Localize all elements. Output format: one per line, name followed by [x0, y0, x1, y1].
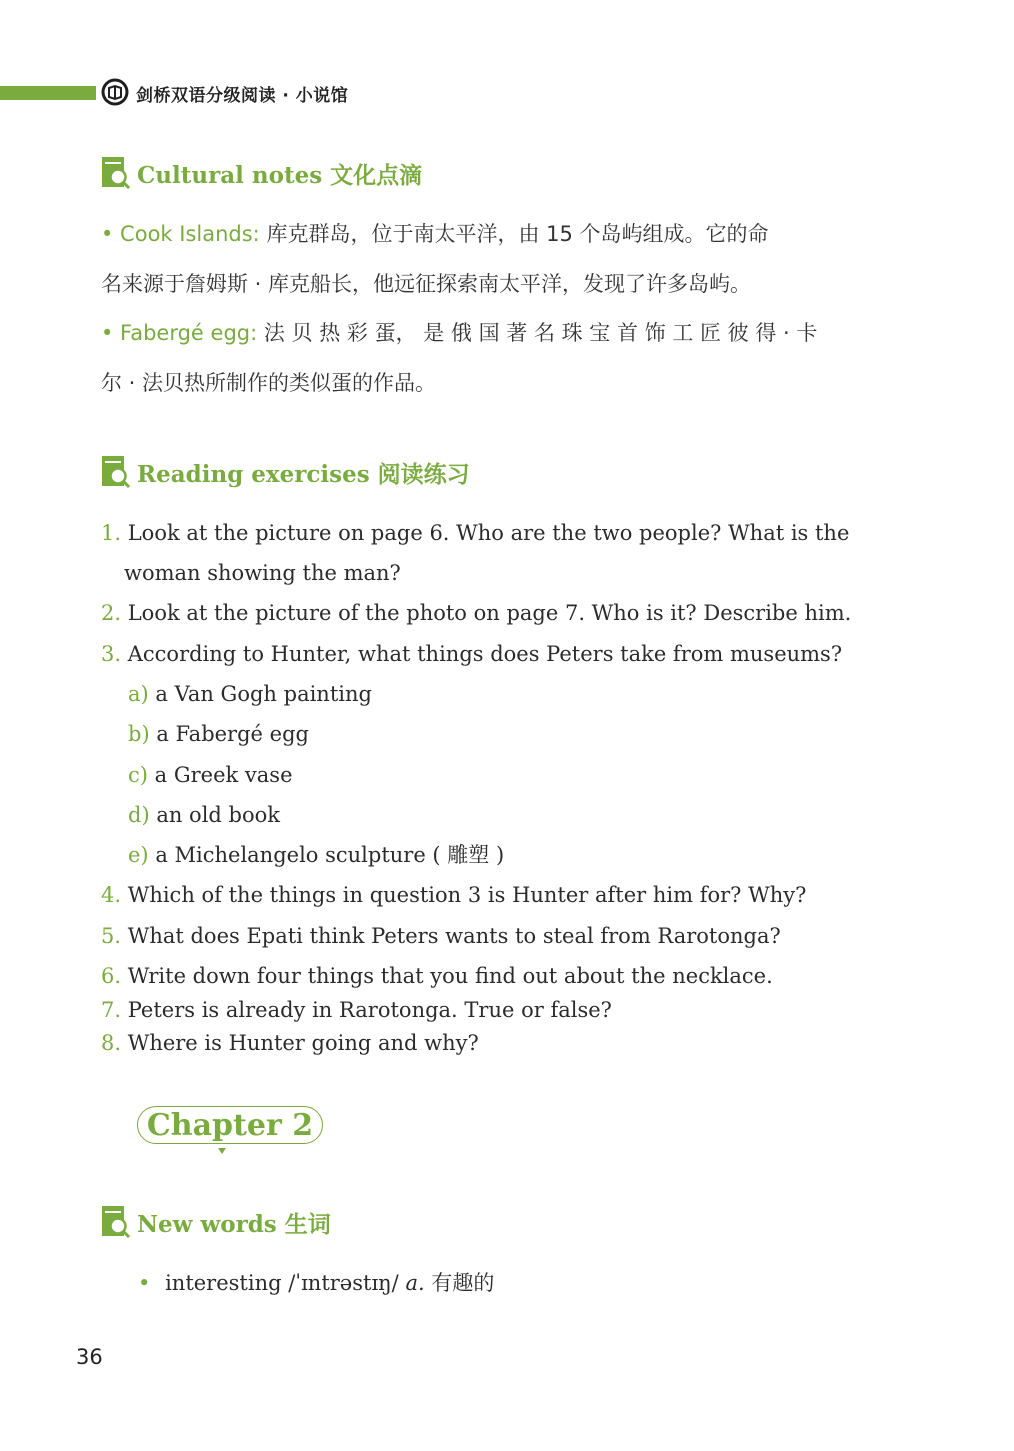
note-text: 法 贝 热 彩 蛋， 是 俄 国 著 名 珠 宝 首 饰 工 匠 彼 得 · 卡	[263, 321, 818, 345]
cultural-notes-heading	[101, 156, 422, 190]
option-text: a Fabergé egg	[156, 722, 309, 746]
question-8	[101, 1028, 479, 1058]
note-search-icon	[101, 1205, 131, 1239]
vocab-word: interesting /ˈɪntrəstɪŋ/	[165, 1271, 399, 1295]
question-5	[101, 921, 781, 951]
new-words-heading	[101, 1205, 331, 1239]
note-search-icon	[101, 156, 131, 190]
question-text: According to Hunter, what things does Peters take from museums?	[127, 642, 843, 666]
book-logo-icon	[100, 77, 130, 107]
header-accent-bar	[0, 86, 96, 100]
vocab-item	[138, 1268, 494, 1298]
option-letter: e)	[128, 843, 149, 867]
question-text: Where is Hunter going and why?	[127, 1031, 479, 1055]
option-a	[128, 679, 372, 709]
question-text: Which of the things in question 3 is Hunter after him for? Why?	[127, 883, 807, 907]
question-3	[101, 639, 842, 669]
option-text: an old book	[156, 803, 280, 827]
question-number: 8.	[101, 1031, 122, 1055]
note-faberge-egg-cont: 尔 · 法贝热所制作的类似蛋的作品。	[101, 371, 437, 395]
question-number: 1.	[101, 521, 122, 545]
note-faberge-egg	[101, 318, 817, 348]
chapter-pointer-icon	[218, 1148, 226, 1154]
question-text: Write down four things that you find out about the necklace.	[127, 964, 773, 988]
reading-exercises-heading	[101, 455, 470, 489]
question-6	[101, 961, 773, 991]
vocab-pos: a.	[405, 1271, 425, 1295]
question-text: Peters is already in Rarotonga. True or false?	[127, 998, 612, 1022]
question-number: 3.	[101, 642, 122, 666]
question-text: Look at the picture of the photo on page 7. Who is it? Describe him.	[127, 601, 852, 625]
option-text: a Greek vase	[154, 763, 293, 787]
note-term: • Fabergé egg:	[101, 321, 258, 345]
chapter-label: Chapter 2	[146, 1107, 314, 1143]
vocab-meaning: 有趣的	[431, 1271, 495, 1295]
question-number: 6.	[101, 964, 122, 988]
note-cook-islands	[101, 219, 769, 249]
question-text: Look at the picture on page 6. Who are the two people? What is the	[127, 521, 850, 545]
note-search-icon	[101, 455, 131, 489]
option-text: a Michelangelo sculpture ( 雕塑 )	[155, 843, 505, 867]
option-letter: b)	[128, 722, 150, 746]
option-b	[128, 719, 309, 749]
note-cook-islands-cont: 名来源于詹姆斯 · 库克船长，他远征探索南太平洋，发现了许多岛屿。	[101, 272, 752, 296]
question-text: What does Epati think Peters wants to steal from Rarotonga?	[127, 924, 781, 948]
note-text: 库克群岛，位于南太平洋，由 15 个岛屿组成。它的命	[266, 222, 769, 246]
option-letter: d)	[128, 803, 150, 827]
option-d	[128, 800, 280, 830]
question-2	[101, 598, 851, 628]
cultural-notes-title: Cultural notes 文化点滴	[137, 161, 423, 189]
option-letter: c)	[128, 763, 148, 787]
question-number: 4.	[101, 883, 122, 907]
question-7	[101, 995, 612, 1025]
option-letter: a)	[128, 682, 149, 706]
page-number: 36	[76, 1345, 103, 1369]
header-title: 剑桥双语分级阅读 · 小说馆	[136, 86, 349, 106]
question-number: 5.	[101, 924, 122, 948]
note-term: • Cook Islands:	[101, 222, 260, 246]
question-1	[101, 518, 849, 548]
new-words-title: New words 生词	[137, 1210, 331, 1238]
chapter-badge	[137, 1106, 323, 1144]
reading-exercises-title: Reading exercises 阅读练习	[137, 460, 470, 488]
question-1-cont: woman showing the man?	[124, 561, 401, 585]
question-number: 2.	[101, 601, 122, 625]
option-text: a Van Gogh painting	[155, 682, 372, 706]
option-e	[128, 840, 504, 870]
option-c	[128, 760, 293, 790]
question-number: 7.	[101, 998, 122, 1022]
question-4	[101, 880, 806, 910]
vocab-bullet: •	[138, 1271, 151, 1295]
